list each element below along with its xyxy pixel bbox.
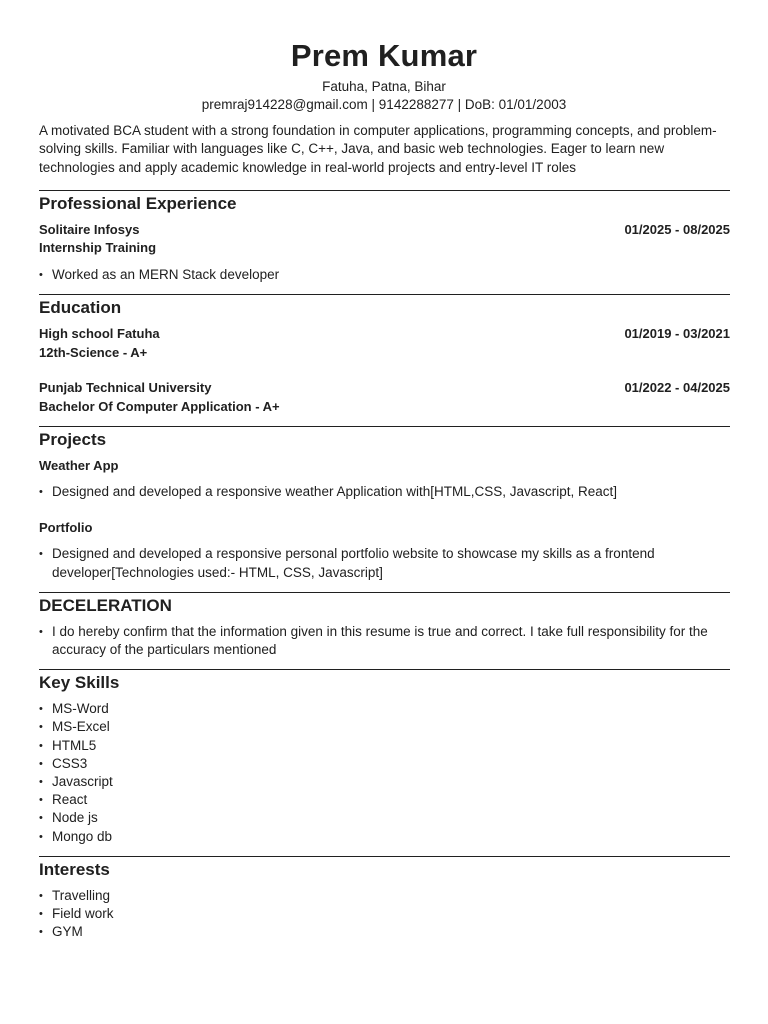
skill-item: • HTML5 — [39, 737, 730, 755]
skills-list — [39, 700, 730, 846]
experience-entry-header — [39, 221, 730, 240]
declaration-heading: DECELERATION — [39, 595, 172, 615]
school-name: Punjab Technical University — [39, 380, 212, 396]
education-section — [39, 294, 730, 416]
interest-item: • GYM — [39, 923, 730, 941]
experience-entry — [39, 221, 730, 284]
list-item: • Designed and developed a responsive personal portfolio website to showcase my skills as a frontend developer[Technologies used:- HTML, CSS, Javascript] — [39, 545, 730, 581]
education-entry-header — [39, 379, 730, 398]
contact-line: premraj914228@gmail.com | 9142288277 | DoB: 01/01/2003 — [201, 97, 567, 112]
skill-item: • MS-Word — [39, 700, 730, 718]
education-entry — [39, 325, 730, 362]
declaration-section — [39, 592, 730, 659]
summary-text: A motivated BCA student with a strong foundation in computer applications, programming concepts, and problem-solving skills. Familiar with languages like C, C++, Java, and basic web technologies. Eager to learn new technologies and apply academic knowledge in real-world projects and entry-level IT roles — [39, 123, 717, 175]
project-bullets — [39, 483, 730, 501]
education-dates: 01/2019 - 03/2021 — [624, 326, 730, 342]
skill-item: • Mongo db — [39, 828, 730, 846]
candidate-name: Prem Kumar — [290, 38, 478, 73]
job-role: Internship Training — [39, 240, 157, 256]
resume-body — [39, 122, 730, 945]
skills-heading: Key Skills — [39, 673, 120, 693]
interest-item: • Field work — [39, 905, 730, 923]
project-entry — [39, 519, 730, 581]
skill-item: • Node js — [39, 809, 730, 827]
experience-bullets — [39, 266, 730, 284]
experience-heading: Professional Experience — [39, 193, 237, 213]
degree-name: 12th-Science - A+ — [39, 344, 148, 360]
interest-item: • Travelling — [39, 887, 730, 905]
address-line: Fatuha, Patna, Bihar — [322, 79, 446, 94]
education-entry-header — [39, 325, 730, 344]
project-name: Portfolio — [39, 520, 93, 536]
skill-item: • CSS3 — [39, 755, 730, 773]
company-name: Solitaire Infosys — [39, 221, 140, 237]
skill-item: • MS-Excel — [39, 718, 730, 736]
resume-header — [0, 0, 768, 114]
skill-item: • Javascript — [39, 773, 730, 791]
project-name: Weather App — [39, 458, 119, 474]
education-entry — [39, 379, 730, 416]
education-dates: 01/2022 - 04/2025 — [624, 380, 730, 396]
experience-section — [39, 190, 730, 284]
interests-section — [39, 856, 730, 942]
list-item: • Worked as an MERN Stack developer — [39, 266, 730, 284]
project-entry — [39, 457, 730, 501]
project-bullets — [39, 545, 730, 581]
skill-item: • React — [39, 791, 730, 809]
projects-heading: Projects — [39, 430, 107, 450]
list-item: • I do hereby confirm that the information given in this resume is true and correct. I take full responsibility for the accuracy of the particulars mentioned — [39, 623, 730, 659]
interests-list — [39, 887, 730, 942]
education-heading: Education — [39, 298, 122, 318]
declaration-bullets — [39, 623, 730, 659]
list-item: • Designed and developed a responsive weather Application with[HTML,CSS, Javascript, React] — [39, 483, 730, 501]
projects-section — [39, 426, 730, 582]
skills-section — [39, 669, 730, 846]
degree-name: Bachelor Of Computer Application - A+ — [39, 398, 280, 414]
school-name: High school Fatuha — [39, 326, 160, 342]
experience-dates: 01/2025 - 08/2025 — [624, 221, 730, 237]
interests-heading: Interests — [39, 859, 110, 879]
